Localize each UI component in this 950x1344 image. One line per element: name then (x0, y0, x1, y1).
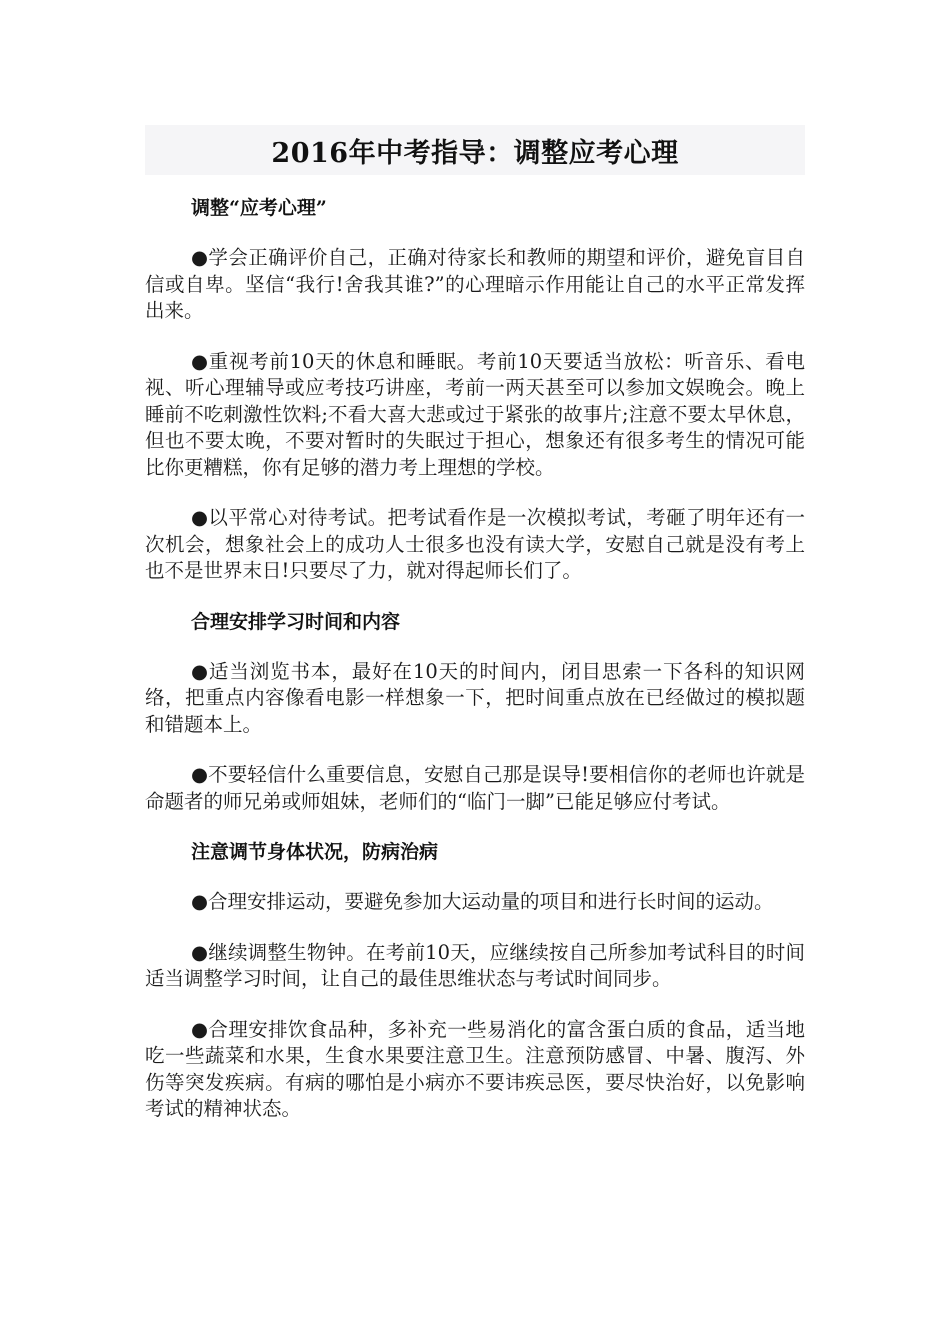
paragraph: ●合理安排运动，要避免参加大运动量的项目和进行长时间的运动。 (191, 890, 774, 913)
document-body (145, 195, 805, 1123)
paragraph: ●继续调整生物钟。在考前10天，应继续按自己所参加考试科目的时间适当调整学习时间，让自己的最佳思维状态与考试时间同步。 (145, 940, 805, 990)
paragraph: ●学会正确评价自己，正确对待家长和教师的期望和评价，避免盲目自信或自卑。坚信“我行!舍我其谁?”的心理暗示作用能让自己的水平正常发挥出来。 (145, 246, 805, 322)
section-heading: 合理安排学习时间和内容 (191, 610, 401, 633)
paragraph: ●以平常心对待考试。把考试看作是一次模拟考试，考砸了明年还有一次机会，想象社会上的成功人士很多也没有读大学，安慰自己就是没有考上也不是世界末日!只要尽了力，就对得起师长们了。 (145, 506, 805, 582)
document-page (145, 125, 805, 1147)
section-heading: 注意调节身体状况，防病治病 (191, 841, 439, 863)
paragraph: ●重视考前10天的休息和睡眠。考前10天要适当放松：听音乐、看电视、听心理辅导或应考技巧讲座，考前一两天甚至可以参加文娱晚会。晚上睡前不吃刺激性饮料;不看大喜大悲或过于紧张的故事片;注意不要太早休息，但也不要太晚，不要对暂时的失眠过于担心，想象还有很多考生的情况可能比你更糟糕，你有足够的潜力考上理想的学校。 (145, 349, 805, 479)
paragraph: ●不要轻信什么重要信息，安慰自己那是误导!要相信你的老师也许就是命题者的师兄弟或师姐妹，老师们的“临门一脚”已能足够应付考试。 (145, 763, 805, 813)
title-bar (145, 125, 805, 175)
section-heading: 调整“应考心理” (191, 197, 327, 219)
page-title: 2016年中考指导：调整应考心理 (271, 137, 679, 169)
paragraph: ●合理安排饮食品种，多补充一些易消化的富含蛋白质的食品，适当地吃一些蔬菜和水果，生食水果要注意卫生。注意预防感冒、中暑、腹泻、外伤等突发疾病。有病的哪怕是小病亦不要讳疾忌医，要尽快治好，以免影响考试的精神状态。 (145, 1017, 805, 1120)
paragraph: ●适当浏览书本，最好在10天的时间内，闭目思索一下各科的知识网络，把重点内容像看电影一样想象一下，把时间重点放在已经做过的模拟题和错题本上。 (145, 659, 805, 736)
